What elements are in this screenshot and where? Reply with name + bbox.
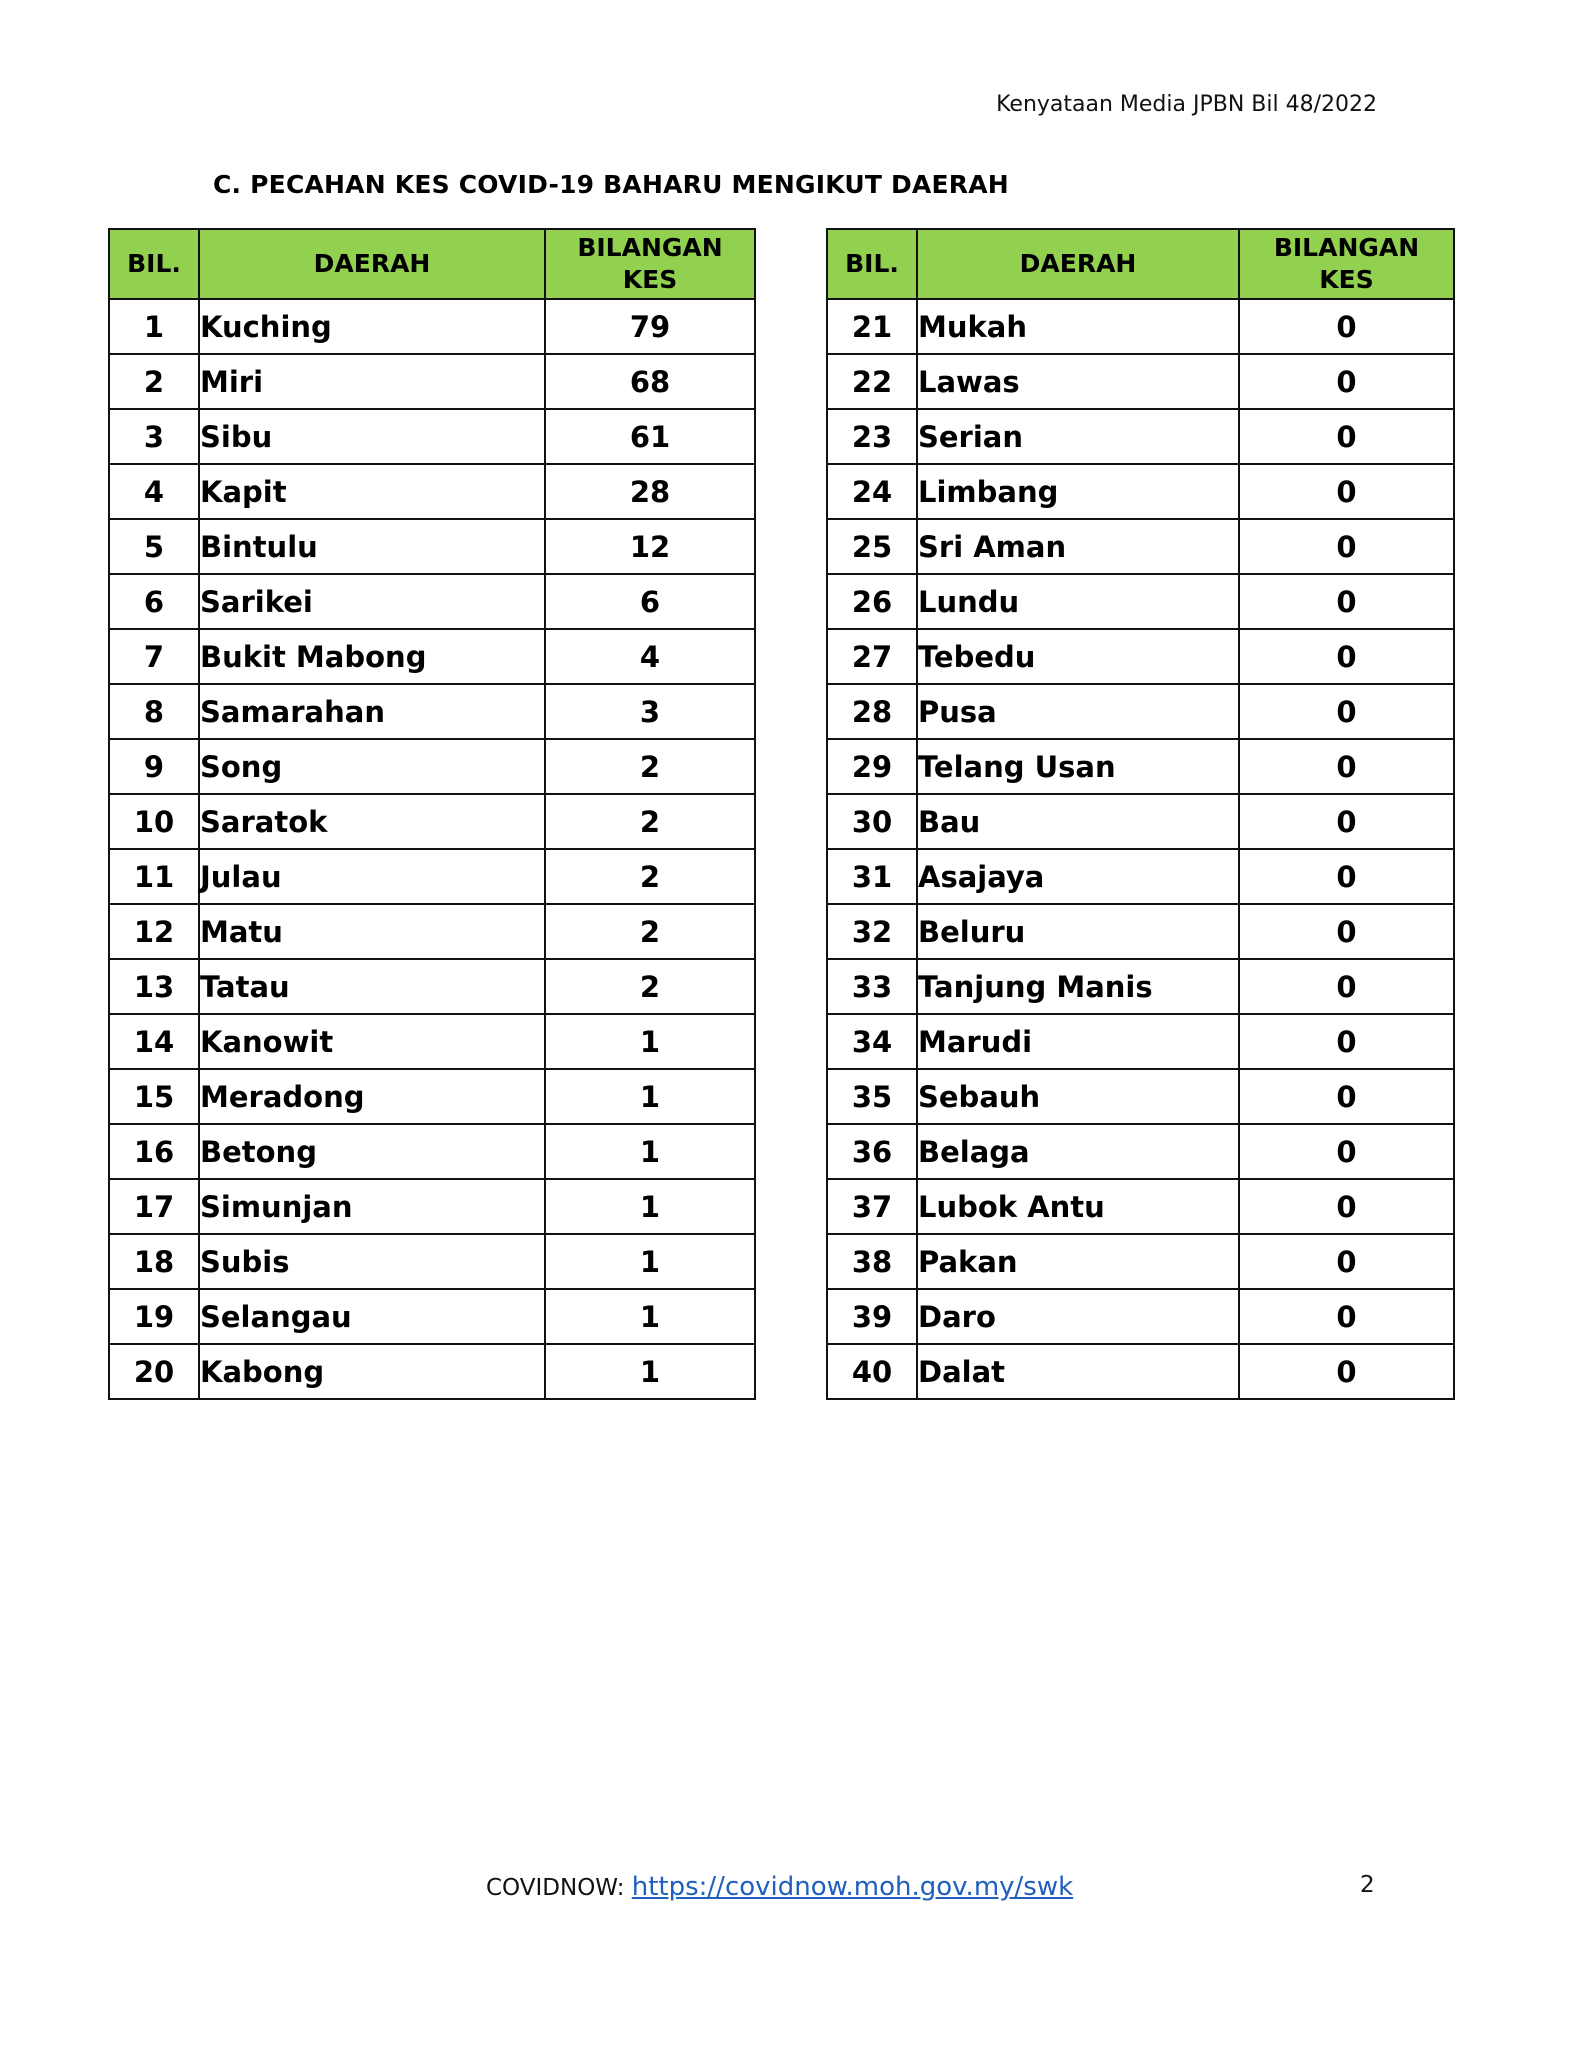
document-reference: Kenyataan Media JPBN Bil 48/2022 <box>996 92 1377 117</box>
row-case-count: 2 <box>545 959 755 1014</box>
header-bilangan-line1: BILANGAN <box>1273 233 1420 262</box>
row-bil: 11 <box>109 849 199 904</box>
row-district-name: Limbang <box>917 464 1239 519</box>
row-district-name: Matu <box>199 904 545 959</box>
row-district-name: Sebauh <box>917 1069 1239 1124</box>
header-bilangan-line2: KES <box>1319 265 1374 294</box>
district-table-left <box>108 228 756 1400</box>
row-bil: 28 <box>827 684 917 739</box>
row-bil: 3 <box>109 409 199 464</box>
row-bil: 4 <box>109 464 199 519</box>
row-case-count: 6 <box>545 574 755 629</box>
row-case-count: 0 <box>1239 409 1454 464</box>
row-district-name: Kapit <box>199 464 545 519</box>
header-bilangan-line1: BILANGAN <box>577 233 723 262</box>
row-bil: 32 <box>827 904 917 959</box>
table-row <box>827 849 1454 904</box>
row-case-count: 0 <box>1239 574 1454 629</box>
row-district-name: Lubok Antu <box>917 1179 1239 1234</box>
row-district-name: Kuching <box>199 299 545 354</box>
table-row <box>827 1069 1454 1124</box>
row-bil: 23 <box>827 409 917 464</box>
row-case-count: 0 <box>1239 959 1454 1014</box>
row-bil: 10 <box>109 794 199 849</box>
row-bil: 37 <box>827 1179 917 1234</box>
row-bil: 34 <box>827 1014 917 1069</box>
row-bil: 14 <box>109 1014 199 1069</box>
table-row <box>109 354 755 409</box>
table-row <box>109 684 755 739</box>
row-case-count: 79 <box>545 299 755 354</box>
row-bil: 12 <box>109 904 199 959</box>
row-district-name: Simunjan <box>199 1179 545 1234</box>
row-bil: 8 <box>109 684 199 739</box>
row-case-count: 0 <box>1239 519 1454 574</box>
table-row <box>109 299 755 354</box>
table-row <box>109 464 755 519</box>
table-row <box>109 1234 755 1289</box>
row-bil: 35 <box>827 1069 917 1124</box>
row-bil: 20 <box>109 1344 199 1399</box>
covidnow-link[interactable]: https://covidnow.moh.gov.my/swk <box>631 1872 1074 1902</box>
row-district-name: Tebedu <box>917 629 1239 684</box>
row-district-name: Serian <box>917 409 1239 464</box>
district-table-right <box>826 228 1455 1400</box>
row-district-name: Saratok <box>199 794 545 849</box>
header-daerah: DAERAH <box>199 229 545 299</box>
table-row <box>827 409 1454 464</box>
row-case-count: 61 <box>545 409 755 464</box>
table-row <box>827 904 1454 959</box>
row-case-count: 0 <box>1239 354 1454 409</box>
row-district-name: Marudi <box>917 1014 1239 1069</box>
row-district-name: Julau <box>199 849 545 904</box>
row-district-name: Kanowit <box>199 1014 545 1069</box>
row-bil: 36 <box>827 1124 917 1179</box>
row-district-name: Sarikei <box>199 574 545 629</box>
row-district-name: Asajaya <box>917 849 1239 904</box>
row-case-count: 2 <box>545 904 755 959</box>
table-row <box>109 1014 755 1069</box>
row-case-count: 0 <box>1239 1124 1454 1179</box>
row-district-name: Lawas <box>917 354 1239 409</box>
row-case-count: 1 <box>545 1289 755 1344</box>
row-case-count: 1 <box>545 1234 755 1289</box>
footer-label: COVIDNOW: <box>486 1875 632 1901</box>
row-district-name: Song <box>199 739 545 794</box>
table-body-left <box>109 299 755 1399</box>
row-case-count: 1 <box>545 1124 755 1179</box>
row-bil: 7 <box>109 629 199 684</box>
row-case-count: 0 <box>1239 794 1454 849</box>
row-bil: 21 <box>827 299 917 354</box>
row-bil: 31 <box>827 849 917 904</box>
table-row <box>109 904 755 959</box>
table-row <box>109 1124 755 1179</box>
row-bil: 38 <box>827 1234 917 1289</box>
row-case-count: 0 <box>1239 1344 1454 1399</box>
row-district-name: Betong <box>199 1124 545 1179</box>
row-district-name: Samarahan <box>199 684 545 739</box>
table-row <box>109 1344 755 1399</box>
row-case-count: 0 <box>1239 1234 1454 1289</box>
row-district-name: Pakan <box>917 1234 1239 1289</box>
table-row <box>827 629 1454 684</box>
row-case-count: 1 <box>545 1014 755 1069</box>
row-district-name: Sri Aman <box>917 519 1239 574</box>
table-row <box>827 1344 1454 1399</box>
table-row <box>827 1124 1454 1179</box>
row-bil: 30 <box>827 794 917 849</box>
row-case-count: 0 <box>1239 849 1454 904</box>
row-district-name: Tanjung Manis <box>917 959 1239 1014</box>
row-bil: 6 <box>109 574 199 629</box>
table-row <box>109 959 755 1014</box>
table-row <box>827 1289 1454 1344</box>
row-case-count: 2 <box>545 849 755 904</box>
row-district-name: Bau <box>917 794 1239 849</box>
row-district-name: Subis <box>199 1234 545 1289</box>
row-case-count: 0 <box>1239 1289 1454 1344</box>
table-row <box>827 1179 1454 1234</box>
row-case-count: 0 <box>1239 299 1454 354</box>
row-district-name: Bukit Mabong <box>199 629 545 684</box>
header-bilangan-kes <box>545 229 755 299</box>
header-bilangan-line2: KES <box>622 265 678 294</box>
row-district-name: Bintulu <box>199 519 545 574</box>
row-bil: 16 <box>109 1124 199 1179</box>
footer-source <box>486 1872 1073 1902</box>
header-bil: BIL. <box>827 229 917 299</box>
row-district-name: Kabong <box>199 1344 545 1399</box>
row-bil: 27 <box>827 629 917 684</box>
row-district-name: Beluru <box>917 904 1239 959</box>
table-row <box>109 1069 755 1124</box>
row-case-count: 0 <box>1239 629 1454 684</box>
row-district-name: Selangau <box>199 1289 545 1344</box>
table-row <box>827 1234 1454 1289</box>
row-case-count: 1 <box>545 1069 755 1124</box>
row-district-name: Belaga <box>917 1124 1239 1179</box>
row-bil: 17 <box>109 1179 199 1234</box>
table-body-right <box>827 299 1454 1399</box>
table-row <box>109 574 755 629</box>
row-case-count: 0 <box>1239 684 1454 739</box>
row-bil: 39 <box>827 1289 917 1344</box>
table-row <box>109 519 755 574</box>
row-bil: 25 <box>827 519 917 574</box>
table-row <box>827 519 1454 574</box>
header-daerah: DAERAH <box>917 229 1239 299</box>
row-bil: 26 <box>827 574 917 629</box>
header-bilangan-kes <box>1239 229 1454 299</box>
row-case-count: 12 <box>545 519 755 574</box>
row-case-count: 0 <box>1239 904 1454 959</box>
table-row <box>109 629 755 684</box>
row-case-count: 68 <box>545 354 755 409</box>
row-case-count: 0 <box>1239 739 1454 794</box>
row-bil: 40 <box>827 1344 917 1399</box>
row-case-count: 4 <box>545 629 755 684</box>
row-bil: 18 <box>109 1234 199 1289</box>
table-row <box>109 1289 755 1344</box>
row-bil: 13 <box>109 959 199 1014</box>
row-bil: 33 <box>827 959 917 1014</box>
row-district-name: Daro <box>917 1289 1239 1344</box>
row-case-count: 0 <box>1239 1014 1454 1069</box>
page-number: 2 <box>1360 1872 1375 1898</box>
row-bil: 22 <box>827 354 917 409</box>
row-case-count: 1 <box>545 1179 755 1234</box>
row-district-name: Lundu <box>917 574 1239 629</box>
table-row <box>827 574 1454 629</box>
row-case-count: 1 <box>545 1344 755 1399</box>
table-row <box>827 354 1454 409</box>
table-row <box>109 849 755 904</box>
row-bil: 2 <box>109 354 199 409</box>
row-bil: 9 <box>109 739 199 794</box>
row-district-name: Dalat <box>917 1344 1239 1399</box>
row-case-count: 2 <box>545 794 755 849</box>
row-case-count: 0 <box>1239 1179 1454 1234</box>
row-district-name: Mukah <box>917 299 1239 354</box>
table-row <box>827 959 1454 1014</box>
table-header-row <box>109 229 755 299</box>
table-row <box>827 1014 1454 1069</box>
table-row <box>827 464 1454 519</box>
row-bil: 1 <box>109 299 199 354</box>
row-bil: 24 <box>827 464 917 519</box>
table-row <box>109 794 755 849</box>
row-district-name: Sibu <box>199 409 545 464</box>
row-district-name: Meradong <box>199 1069 545 1124</box>
row-bil: 19 <box>109 1289 199 1344</box>
table-row <box>109 409 755 464</box>
table-header-row <box>827 229 1454 299</box>
row-bil: 29 <box>827 739 917 794</box>
table-row <box>827 739 1454 794</box>
table-row <box>827 299 1454 354</box>
row-case-count: 0 <box>1239 464 1454 519</box>
row-bil: 15 <box>109 1069 199 1124</box>
table-row <box>109 1179 755 1234</box>
row-case-count: 0 <box>1239 1069 1454 1124</box>
row-case-count: 3 <box>545 684 755 739</box>
row-case-count: 28 <box>545 464 755 519</box>
table-row <box>827 684 1454 739</box>
row-district-name: Pusa <box>917 684 1239 739</box>
table-row <box>109 739 755 794</box>
header-bil: BIL. <box>109 229 199 299</box>
row-case-count: 2 <box>545 739 755 794</box>
table-row <box>827 794 1454 849</box>
section-title: C. PECAHAN KES COVID-19 BAHARU MENGIKUT DAERAH <box>213 170 1009 199</box>
row-district-name: Tatau <box>199 959 545 1014</box>
row-district-name: Telang Usan <box>917 739 1239 794</box>
row-district-name: Miri <box>199 354 545 409</box>
row-bil: 5 <box>109 519 199 574</box>
